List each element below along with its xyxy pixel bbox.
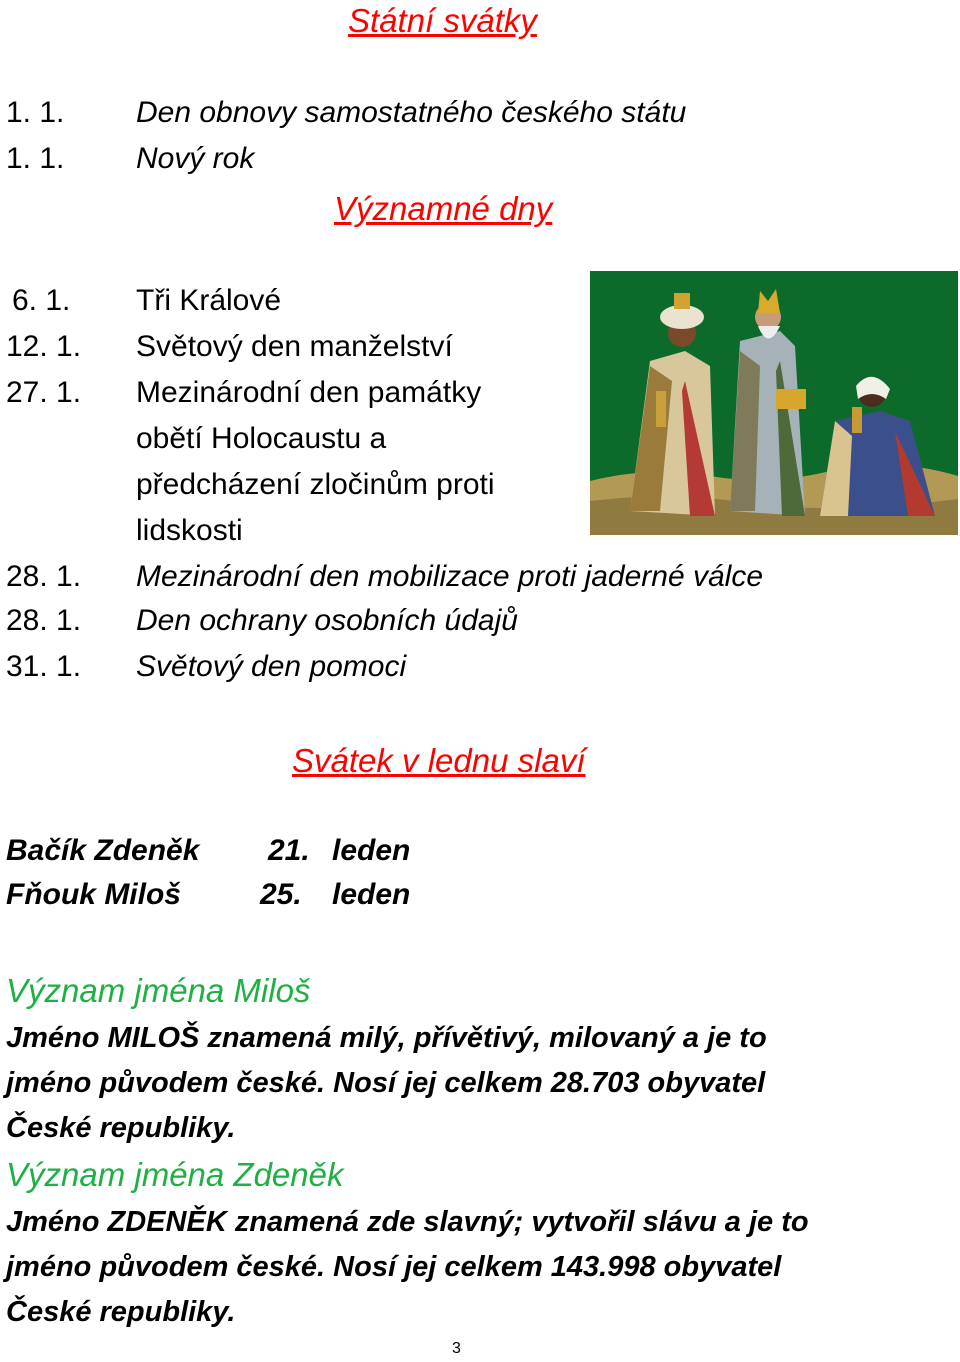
holiday-date: 1. 1. — [6, 142, 65, 175]
holiday-name: Nový rok — [136, 142, 255, 175]
meaning-heading-milos: Význam jména Miloš — [6, 972, 311, 1009]
page-number: 3 — [452, 1340, 461, 1357]
page-title: Státní svátky — [348, 2, 537, 39]
text-line: Jméno MILOŠ znamená milý, přívětivý, milovaný a je to — [6, 1022, 767, 1054]
three-kings-illustration — [590, 271, 958, 535]
person-month: leden — [332, 878, 411, 911]
day-date: 12. 1. — [6, 330, 82, 363]
day-name-line: lidskosti — [136, 514, 243, 547]
day-name: Mezinárodní den památky — [136, 376, 482, 409]
holiday-name: Den obnovy samostatného českého státu — [136, 96, 687, 129]
meaning-heading-zdenek: Význam jména Zdeněk — [6, 1156, 344, 1193]
meaning-text-milos — [6, 1016, 767, 1151]
person-name: Fňouk Miloš — [6, 878, 181, 911]
section-title-vyznamne: Významné dny — [334, 190, 553, 227]
holiday-date: 1. 1. — [6, 96, 65, 129]
text-line: České republiky. — [6, 1296, 236, 1328]
day-name: Tři Králové — [136, 284, 282, 317]
day-name-line: předcházení zločinům proti — [136, 468, 495, 501]
person-day: 25. — [260, 878, 302, 911]
day-name: Mezinárodní den mobilizace proti jaderné válce — [136, 560, 764, 593]
day-name-line: obětí Holocaustu a — [136, 422, 387, 455]
person-month: leden — [332, 834, 411, 867]
day-date: 31. 1. — [6, 650, 82, 683]
meaning-text-zdenek — [6, 1200, 809, 1335]
text-line: jméno původem české. Nosí jej celkem 28.703 obyvatel — [6, 1067, 766, 1099]
person-name: Bačík Zdeněk — [6, 834, 200, 867]
day-name: Světový den manželství — [136, 330, 453, 363]
section-title-svatek: Svátek v lednu slaví — [292, 742, 586, 779]
person-day: 21. — [268, 834, 310, 867]
day-name: Den ochrany osobních údajů — [136, 604, 518, 637]
text-line: Jméno ZDENĚK znamená zde slavný; vytvořil slávu a je to — [6, 1206, 809, 1238]
text-line: České republiky. — [6, 1112, 236, 1144]
day-date: 28. 1. — [6, 560, 82, 593]
three-kings-image — [590, 271, 958, 535]
day-name: Světový den pomoci — [136, 650, 407, 683]
text-line: jméno původem české. Nosí jej celkem 143.998 obyvatel — [6, 1251, 782, 1283]
day-date: 27. 1. — [6, 376, 82, 409]
day-date: 28. 1. — [6, 604, 82, 637]
day-date: 6. 1. — [12, 284, 71, 317]
